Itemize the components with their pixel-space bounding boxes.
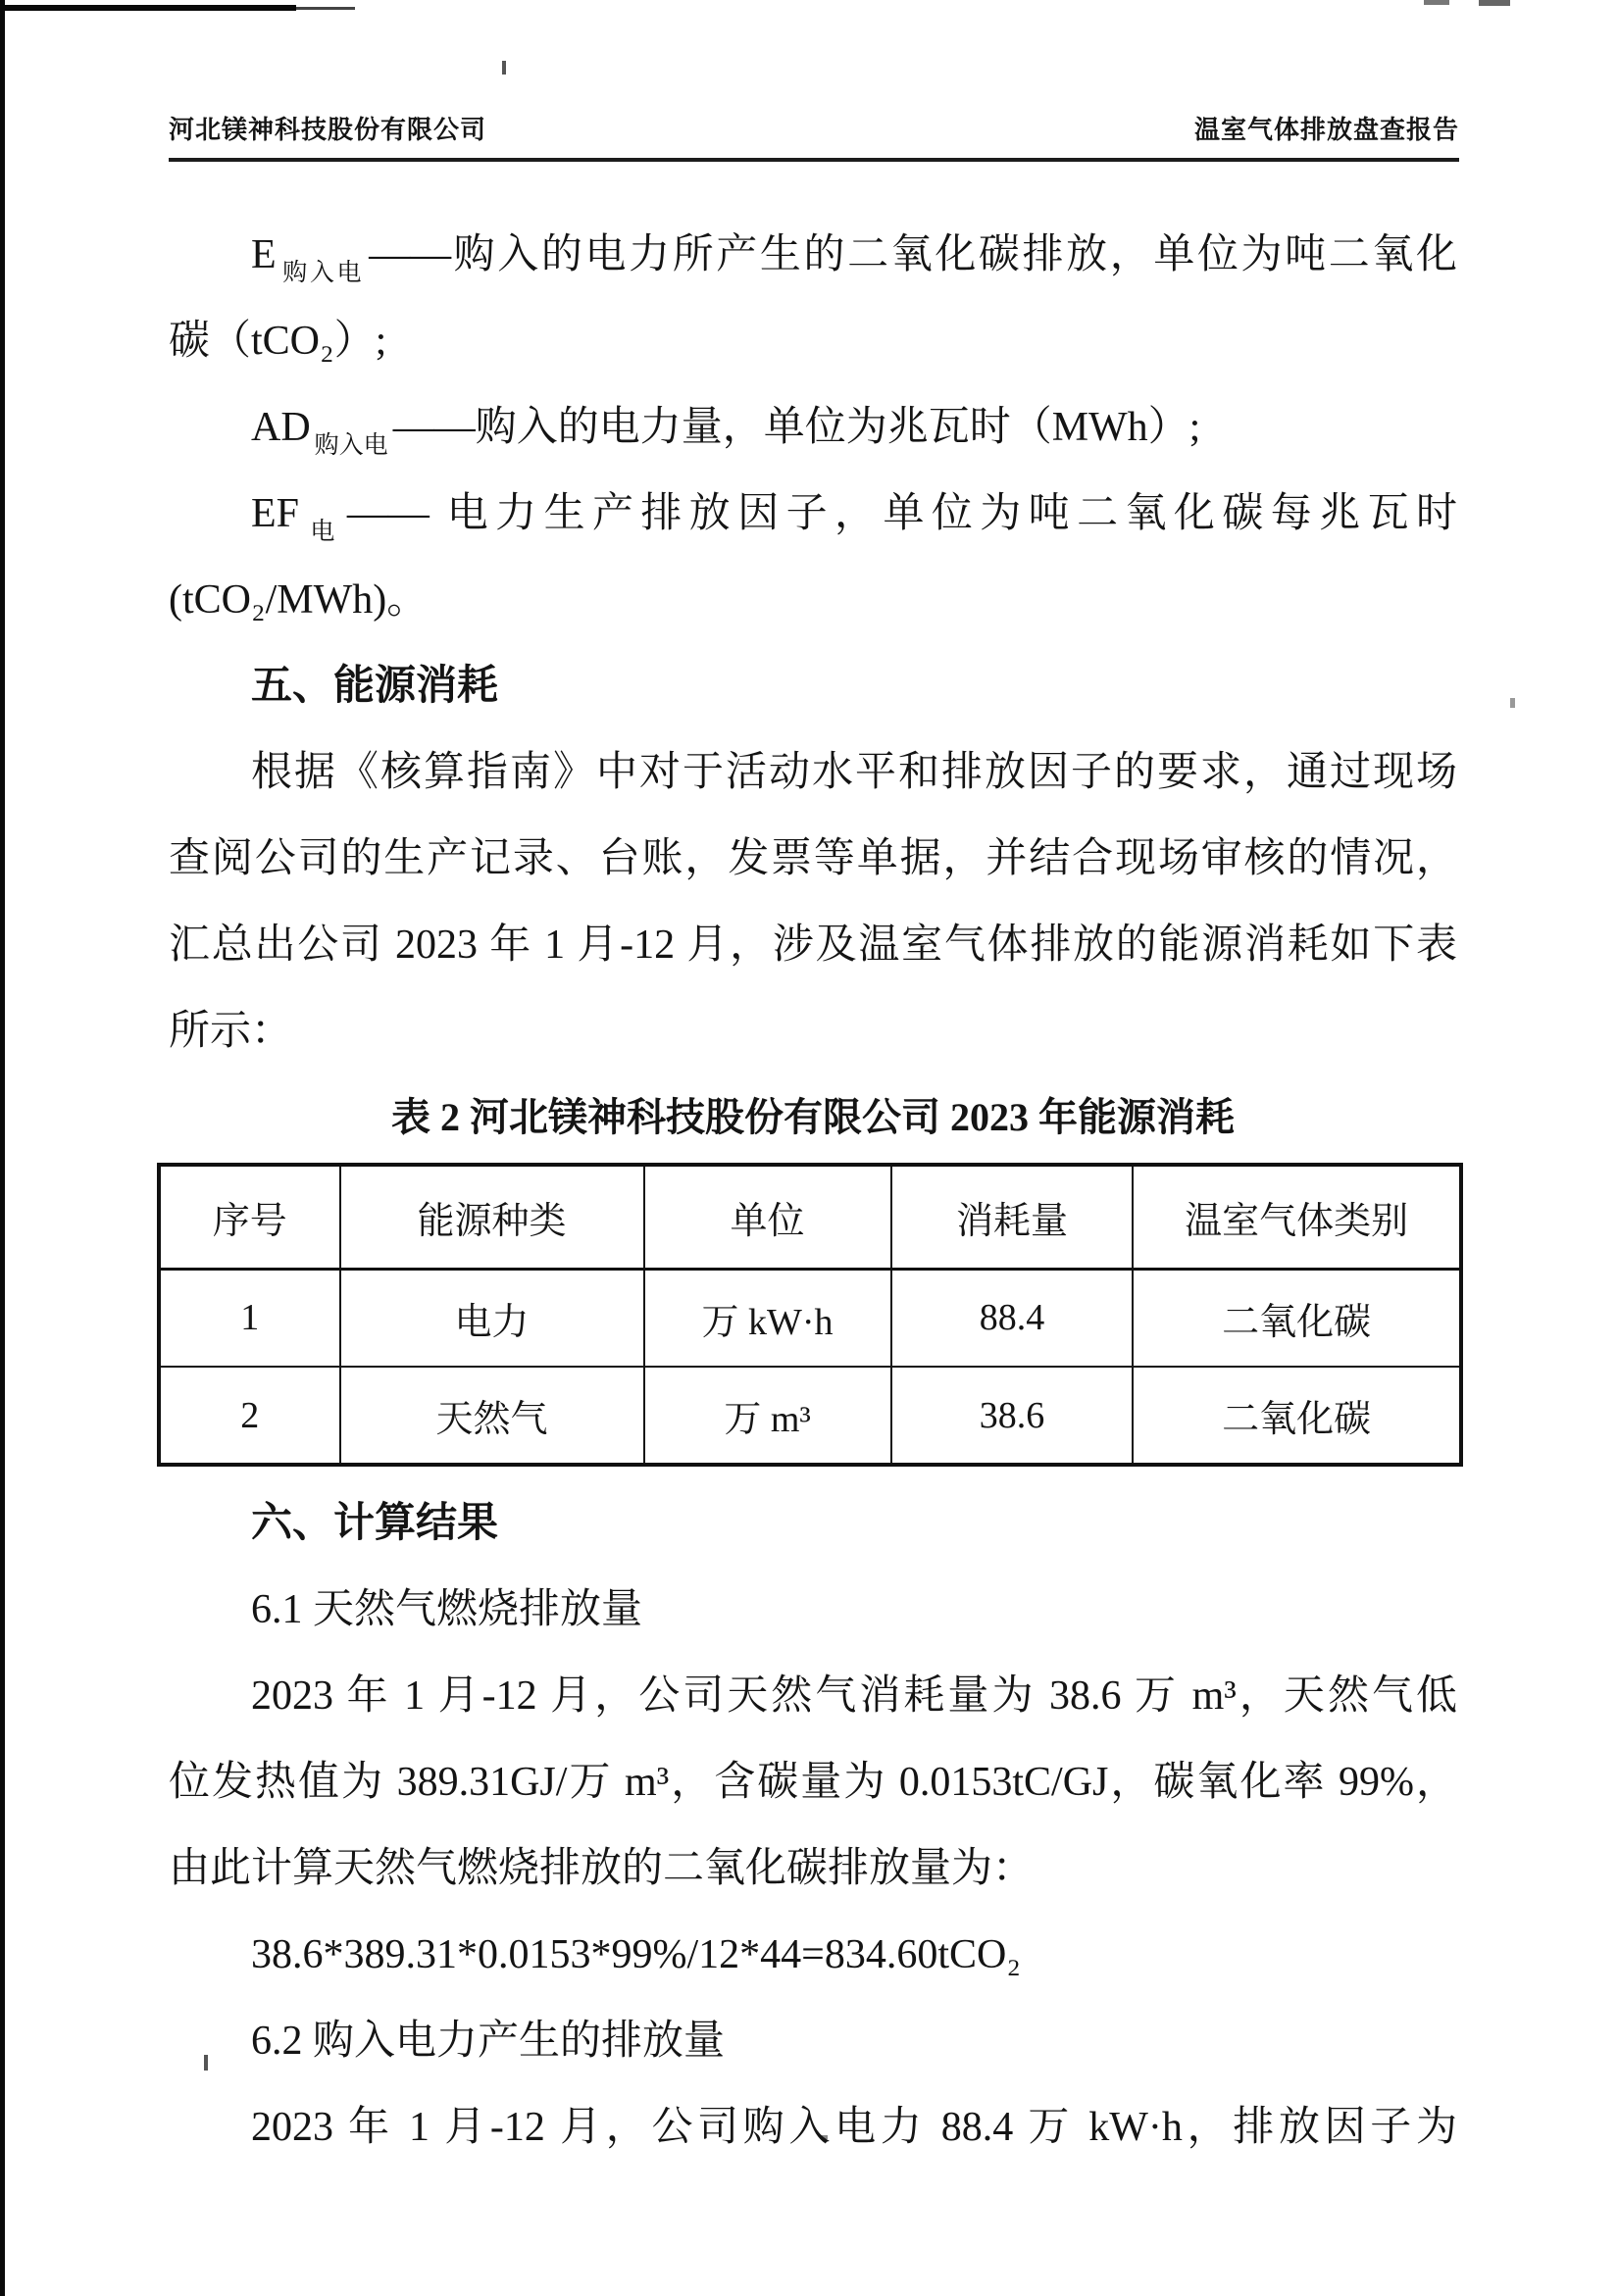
header-report-title: 温室气体排放盘查报告 — [1193, 115, 1459, 144]
table-caption: 表 2 河北镁神科技股份有限公司 2023 年能源消耗 — [391, 1095, 1235, 1139]
text-line: 汇总出公司 2023 年 1 月-12 月，涉及温室气体排放的能源消耗如下表 — [169, 923, 1457, 968]
table-cell: 二氧化碳 — [1133, 1367, 1461, 1465]
text-line: 6.1 天然气燃烧排放量 — [251, 1587, 643, 1632]
table-cell: 2 — [159, 1367, 340, 1465]
scan-edge-artifact — [0, 5, 296, 11]
text-line: 位发热值为 389.31GJ/万 m³，含碳量为 0.0153tC/GJ，碳氧化率 99%， — [169, 1760, 1457, 1805]
text-line — [169, 471, 1457, 557]
table-header-cell: 单位 — [644, 1165, 891, 1269]
text-line: 6.2 购入电力产生的排放量 — [251, 2019, 726, 2064]
table-header-cell: 温室气体类别 — [1133, 1165, 1461, 1269]
table-cell: 38.6 — [891, 1367, 1134, 1465]
scan-speck — [502, 61, 506, 75]
table-cell: 天然气 — [340, 1367, 644, 1465]
table-row — [159, 1269, 1461, 1367]
text-line: 由此计算天然气燃烧排放的二氧化碳排放量为： — [169, 1846, 1035, 1891]
energy-consumption-table — [157, 1163, 1463, 1467]
formula-subscript: 电 — [303, 519, 342, 545]
table-cell: 万 kW·h — [644, 1269, 891, 1367]
header-company-name: 河北镁神科技股份有限公司 — [169, 115, 487, 144]
text-line: 查阅公司的生产记录、台账，发票等单据，并结合现场审核的情况， — [169, 836, 1457, 881]
section-heading: 五、能源消耗 — [251, 664, 499, 709]
table-header-cell: 能源种类 — [340, 1165, 644, 1269]
text-line: (tCO₂/MWh)。 — [169, 577, 429, 623]
paragraph-block-top — [169, 212, 1457, 1074]
text-line: 38.6*389.31*0.0153*99%/12*44=834.60tCO₂ — [251, 1932, 1021, 1977]
document-body — [169, 212, 1457, 2171]
table-header-cell: 序号 — [159, 1165, 340, 1269]
scan-edge-artifact — [296, 7, 355, 10]
table-body — [159, 1269, 1461, 1465]
formula-symbol: E — [251, 232, 277, 277]
table-cell: 1 — [159, 1269, 340, 1367]
table-cell: 二氧化碳 — [1133, 1269, 1461, 1367]
line-text: ——购入的电力所产生的二氧化碳排放，单位为吨二氧化 — [369, 232, 1457, 277]
formula-symbol: AD — [251, 405, 311, 450]
section-heading: 六、计算结果 — [251, 1501, 499, 1546]
text-line — [169, 212, 1457, 298]
scan-speck — [1479, 0, 1510, 6]
page-header — [169, 110, 1459, 162]
text-line: 所示： — [169, 1009, 293, 1054]
scan-edge-artifact — [0, 0, 5, 2296]
table-cell: 电力 — [340, 1269, 644, 1367]
text-line: 根据《核算指南》中对于活动水平和排放因子的要求，通过现场 — [251, 750, 1457, 795]
table-row — [159, 1367, 1461, 1465]
table-cell: 万 m³ — [644, 1367, 891, 1465]
table-cell: 88.4 — [891, 1269, 1134, 1367]
table-head — [159, 1165, 1461, 1269]
scan-speck — [1510, 698, 1515, 708]
line-text: —— 电力生产排放因子，单位为吨二氧化碳每兆瓦时 — [346, 491, 1457, 536]
table-header-cell: 消耗量 — [891, 1165, 1134, 1269]
text-line: 碳（tCO₂）; — [169, 319, 387, 364]
scan-speck — [1424, 0, 1449, 5]
formula-subscript: 购入电 — [279, 260, 365, 286]
table-header-row — [159, 1165, 1461, 1269]
formula-subscript: 购入电 — [314, 432, 388, 459]
text-line: 2023 年 1 月-12 月，公司购入电力 88.4 万 kW·h，排放因子为 — [251, 2105, 1457, 2150]
line-text: ——购入的电力量，单位为兆瓦时（MWh）; — [392, 405, 1201, 450]
text-line — [169, 384, 1457, 471]
paragraph-block-bottom — [169, 1480, 1457, 2171]
formula-symbol: EF — [251, 491, 300, 536]
text-line: 2023 年 1 月-12 月，公司天然气消耗量为 38.6 万 m³，天然气低 — [251, 1673, 1457, 1719]
